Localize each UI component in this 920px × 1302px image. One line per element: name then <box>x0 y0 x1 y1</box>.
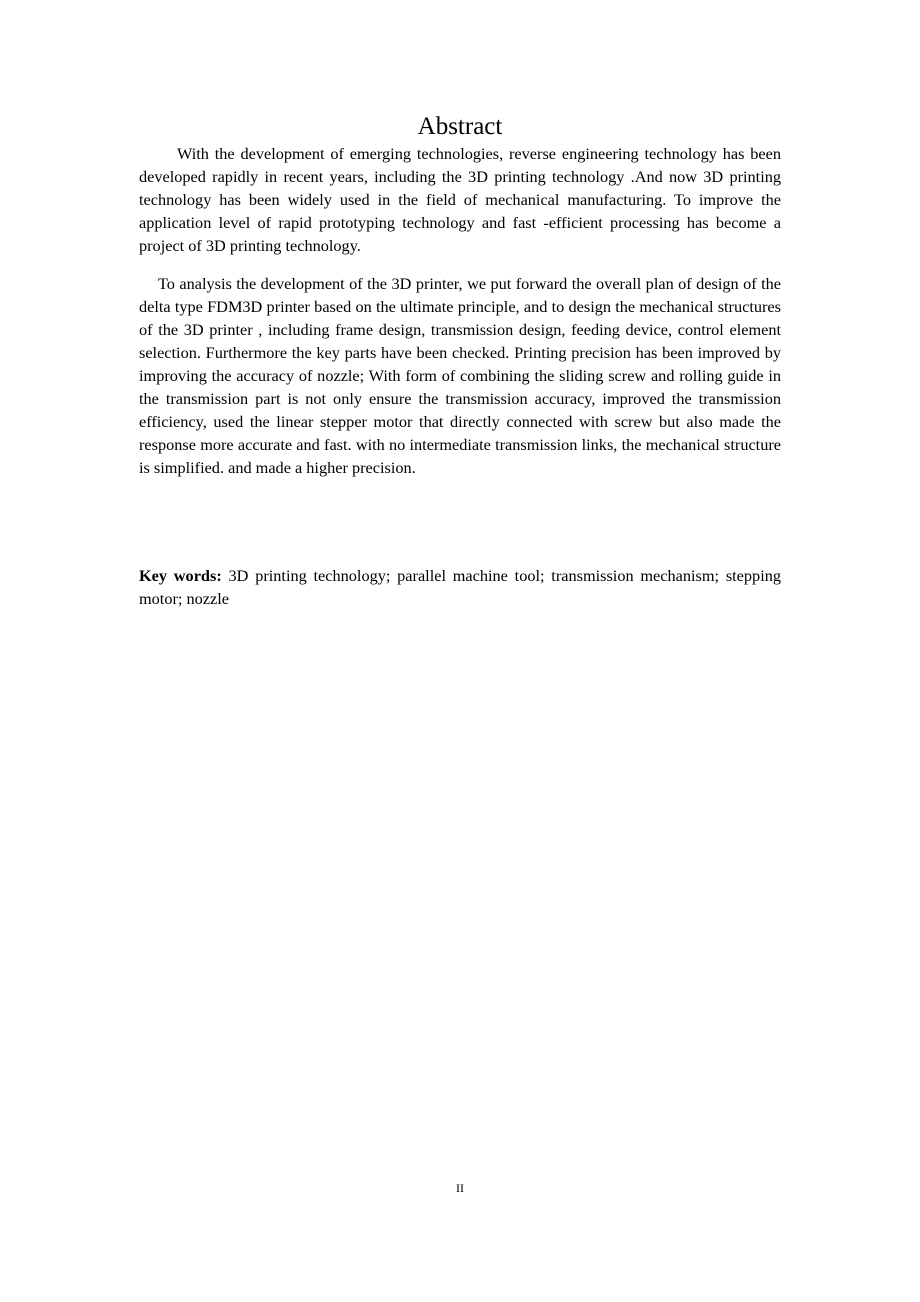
keywords-line <box>139 564 781 610</box>
page-number: II <box>456 1181 464 1195</box>
abstract-title: Abstract <box>417 113 503 140</box>
keywords-text: 3D printing technology; parallel machine tool; transmission mechanism; stepping motor; nozzle <box>139 566 781 608</box>
abstract-paragraph-1: With the development of emerging technologies, reverse engineering technology has been developed rapidly in recent years, including the 3D printing technology .And now 3D printing technology has been widely used in the field of mechanical manufacturing. To improve the application level of rapid prototyping technology and fast -efficient processing has become a project of 3D printing technology. <box>139 144 781 255</box>
abstract-paragraph-2: To analysis the development of the 3D printer, we put forward the overall plan of design of the delta type FDM3D printer based on the ultimate principle, and to design the mechanical structures of the 3D printer , including frame design, transmission design, feeding device, control element selection. Furthermore the key parts have been checked. Printing precision has been improved by improving the accuracy of nozzle; With form of combining the sliding screw and rolling guide in the transmission part is not only ensure the transmission accuracy, improved the transmission efficiency, used the linear stepper motor that directly connected with screw but also made the response more accurate and fast. with no intermediate transmission links, the mechanical structure is simplified. and made a higher precision. <box>139 274 781 477</box>
keywords-label: Key words: <box>139 566 222 585</box>
